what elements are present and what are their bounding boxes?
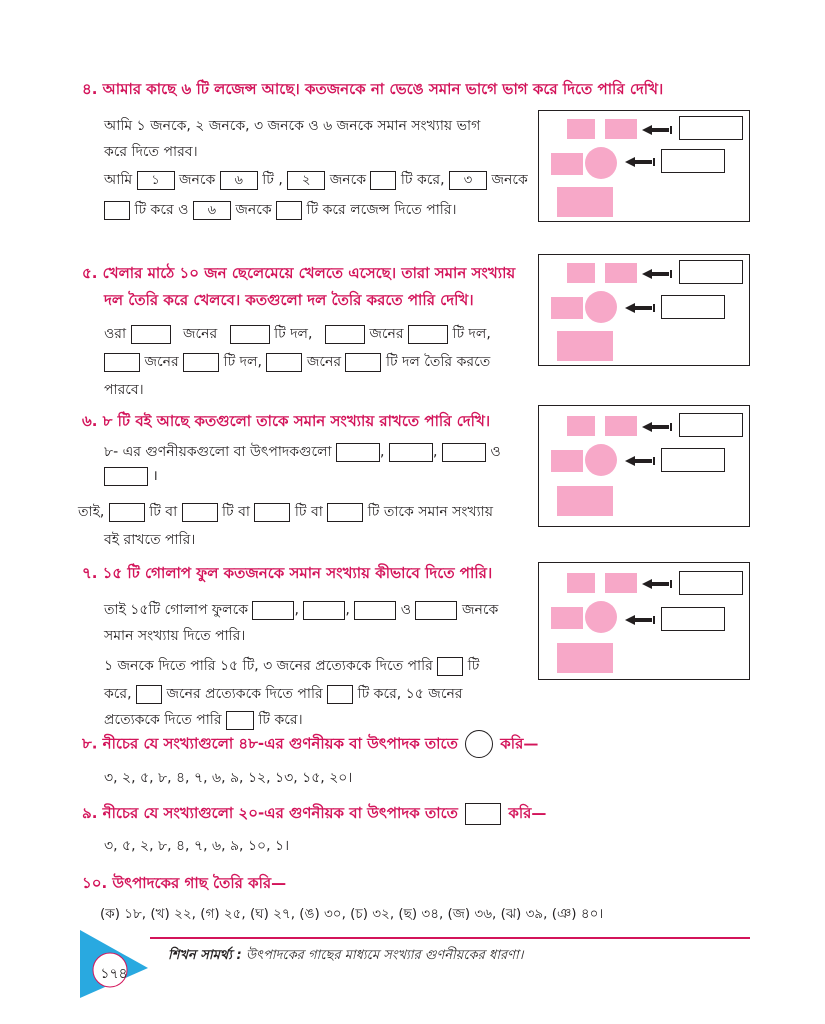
text: , (380, 444, 385, 460)
q4-line2: করে দিতে পারব। (104, 144, 198, 160)
text: ৮- এর গুণনীয়কগুলো বা উৎপাদকগুলো (104, 444, 332, 460)
answer-box[interactable] (415, 601, 457, 620)
q5-title-line2: দল তৈরি করে খেলবে। কতগুলো দল তৈরি করতে পারি দেখি। (104, 291, 474, 309)
answer-box[interactable]: ৬ (193, 201, 231, 220)
answer-box[interactable] (679, 260, 743, 284)
arrow-left-icon (642, 422, 674, 432)
text: টি (467, 658, 480, 674)
answer-box[interactable] (354, 601, 396, 620)
text: জনকে (461, 602, 499, 618)
answer-box[interactable] (679, 571, 743, 595)
answer-box[interactable] (325, 325, 365, 344)
text: জনকে (491, 172, 528, 188)
text: টি বা (294, 504, 323, 520)
text: টি বা (149, 504, 178, 520)
text: জনকে (235, 202, 272, 218)
text: টি করে ও (134, 202, 189, 218)
q8-title (82, 730, 538, 758)
text: । (152, 468, 158, 484)
answer-box[interactable] (661, 149, 725, 173)
learning-outcome-label: শিখন সামর্থ্য : (168, 948, 242, 963)
text: জনের প্রত্যেককে দিতে পারি (166, 686, 323, 702)
text: জনকে (329, 172, 366, 188)
answer-box[interactable] (104, 353, 140, 372)
answer-box[interactable] (131, 325, 171, 344)
q4-title: ৪. আমার কাছে ৬ টি লজেন্স আছে। কতজনকে না ভেঙে সমান ভাগে ভাগ করে দিতে পারি দেখি। (82, 80, 664, 98)
pink-box (551, 153, 583, 175)
q6-line2 (104, 466, 158, 486)
q4-line4 (104, 198, 456, 222)
answer-box[interactable] (437, 657, 463, 676)
answer-box[interactable] (442, 443, 486, 462)
pink-box (551, 607, 583, 629)
answer-box[interactable] (327, 503, 363, 522)
pink-circle (585, 601, 617, 633)
text: , (432, 444, 438, 460)
answer-box[interactable] (679, 116, 743, 140)
q10-title: ১০. উৎপাদকের গাছ তৈরি করি— (82, 874, 287, 892)
q8-numbers: ৩, ২, ৫, ৮, ৪, ৭, ৬, ৯, ১২, ১৩, ১৫, ২০। (104, 770, 353, 786)
pink-circle (585, 147, 617, 179)
pink-circle (585, 291, 617, 323)
text: টি দল, (274, 326, 313, 342)
answer-box[interactable] (230, 325, 270, 344)
answer-box[interactable] (327, 685, 353, 704)
q9-title (82, 802, 546, 827)
q6-title: ৬. ৮ টি বই আছে কতগুলো তাকে সমান সংখ্যায় রাখতে পারি দেখি। (82, 412, 491, 430)
text: তাই, (78, 504, 105, 520)
text: , (294, 602, 299, 618)
pink-box (557, 331, 613, 361)
q6-line3 (78, 500, 493, 524)
text: জনের (306, 354, 342, 370)
q5-line3: পারবে। (104, 382, 144, 398)
text: টি দল, (223, 354, 262, 370)
q4-line1: আমি ১ জনকে, ২ জনকে, ৩ জনকে ও ৬ জনকে সমান সংখ্যায় ভাগ (104, 118, 481, 134)
answer-box[interactable] (136, 685, 162, 704)
q6-line4: বই রাখতে পারি। (104, 532, 196, 548)
text: করি— (508, 804, 547, 822)
text: ১ জনকে দিতে পারি ১৫ টি, ৩ জনের প্রত্যেককে দিতে পারি (104, 658, 433, 674)
pink-box (551, 450, 583, 472)
answer-box[interactable] (661, 448, 725, 472)
text: টি , (262, 172, 283, 188)
text: টি তাকে সমান সংখ্যায় (367, 504, 493, 520)
answer-box[interactable]: ৩ (449, 171, 487, 190)
q6-line1 (104, 440, 501, 464)
answer-box[interactable]: ৬ (220, 171, 258, 190)
text: করে, (104, 686, 132, 702)
q7-figure (538, 562, 750, 680)
q6-figure (538, 405, 750, 527)
pink-box (567, 263, 595, 283)
answer-box[interactable] (266, 353, 302, 372)
pink-circle (585, 444, 617, 476)
answer-box[interactable]: ১ (137, 171, 175, 190)
answer-box[interactable] (104, 201, 130, 220)
pink-box (605, 416, 637, 436)
arrow-left-icon (625, 456, 657, 466)
text: জনের (144, 354, 179, 370)
arrow-left-icon (642, 125, 674, 135)
q5-line2 (104, 350, 490, 374)
answer-box[interactable] (679, 413, 743, 437)
pink-box (567, 119, 595, 139)
text: ৮. নীচের যে সংখ্যাগুলো ৪৮-এর গুণনীয়ক বা উৎপাদক তাতে (82, 734, 458, 753)
text: ও (490, 444, 501, 460)
text: আমি (104, 172, 133, 188)
text: জনের (182, 326, 218, 342)
answer-box[interactable] (661, 295, 725, 319)
text: তাই ১৫টি গোলাপ ফুলকে (104, 602, 248, 618)
answer-box[interactable] (254, 503, 290, 522)
q7-title: ৭. ১৫ টি গোলাপ ফুল কতজনকে সমান সংখ্যায় কীভাবে দিতে পারি। (82, 564, 493, 582)
q7-line4 (104, 682, 463, 706)
pink-box (605, 119, 637, 139)
text: টি করে, (400, 172, 445, 188)
pink-box (567, 416, 595, 436)
answer-box[interactable] (109, 503, 145, 522)
answer-box[interactable]: ২ (287, 171, 325, 190)
q7-line2: সমান সংখ্যায় দিতে পারি। (104, 628, 246, 644)
q4-figure (538, 110, 750, 222)
q4-line3 (104, 168, 528, 192)
text: টি দল, (452, 326, 491, 342)
answer-box[interactable] (183, 353, 219, 372)
answer-box[interactable] (345, 353, 381, 372)
text: টি করে লজেন্স দিতে পারি। (306, 202, 457, 218)
answer-box[interactable] (252, 601, 294, 620)
text: প্রত্যেককে দিতে পারি (104, 712, 222, 728)
answer-box[interactable] (226, 711, 254, 730)
arrow-left-icon (625, 157, 657, 167)
q7-line3 (104, 654, 479, 678)
circle-marker-icon (465, 730, 493, 758)
footer-divider (150, 937, 750, 939)
pink-box (557, 643, 613, 673)
q5-title-line1: ৫. খেলার মাঠে ১০ জন ছেলেমেয়ে খেলতে এসেছে। তারা সমান সংখ্যায় (82, 264, 516, 282)
answer-box[interactable] (182, 503, 218, 522)
answer-box[interactable] (336, 443, 380, 462)
text: ওরা (104, 326, 127, 342)
q7-line1 (104, 598, 498, 622)
arrow-left-icon (625, 303, 657, 313)
q5-figure (538, 254, 750, 366)
answer-box[interactable] (661, 607, 725, 631)
q9-numbers: ৩, ৫, ২, ৮, ৪, ৭, ৬, ৯, ১০, ১। (104, 838, 290, 854)
pink-box (557, 187, 613, 217)
q10-items: (ক) ১৮, (খ) ২২, (গ) ২৫, (ঘ) ২৭, (ঙ) ৩০, (চ) ৩২, (ছ) ৩৪, (জ) ৩৬, (ঝ) ৩৯, (ঞ) ৪০। (100, 906, 604, 922)
text: ও (400, 602, 412, 618)
text: টি বা (222, 504, 250, 520)
answer-box[interactable] (408, 325, 448, 344)
text: করি— (500, 734, 539, 753)
pink-box (605, 263, 637, 283)
text: টি করে। (258, 712, 303, 728)
pink-box (605, 573, 637, 593)
answer-box[interactable] (276, 201, 302, 220)
footer-text (168, 946, 523, 967)
text: জনকে (179, 172, 216, 188)
learning-outcome-text: উৎপাদকের গাছের মাধ্যমে সংখ্যার গুণনীয়কের ধারণা। (241, 948, 524, 963)
q7-line5 (104, 708, 303, 732)
text: ৯. নীচের যে সংখ্যাগুলো ২০-এর গুণনীয়ক বা উৎপাদক তাতে (82, 804, 458, 822)
arrow-left-icon (642, 579, 674, 589)
text: জনের (369, 326, 404, 342)
text: , (345, 602, 350, 618)
text: টি করে, ১৫ জনের (357, 686, 463, 702)
answer-box[interactable] (370, 171, 396, 190)
text: টি দল তৈরি করতে (385, 354, 491, 370)
pink-box (567, 573, 595, 593)
pink-box (551, 297, 583, 319)
answer-box[interactable] (104, 467, 148, 486)
arrow-left-icon (642, 269, 674, 279)
answer-box[interactable] (303, 601, 345, 620)
q5-line1 (104, 322, 491, 346)
pink-box (557, 486, 613, 516)
page-number: ১৭৪ (100, 966, 128, 982)
square-marker-icon (465, 803, 501, 825)
answer-box[interactable] (389, 443, 433, 462)
arrow-left-icon (625, 615, 657, 625)
